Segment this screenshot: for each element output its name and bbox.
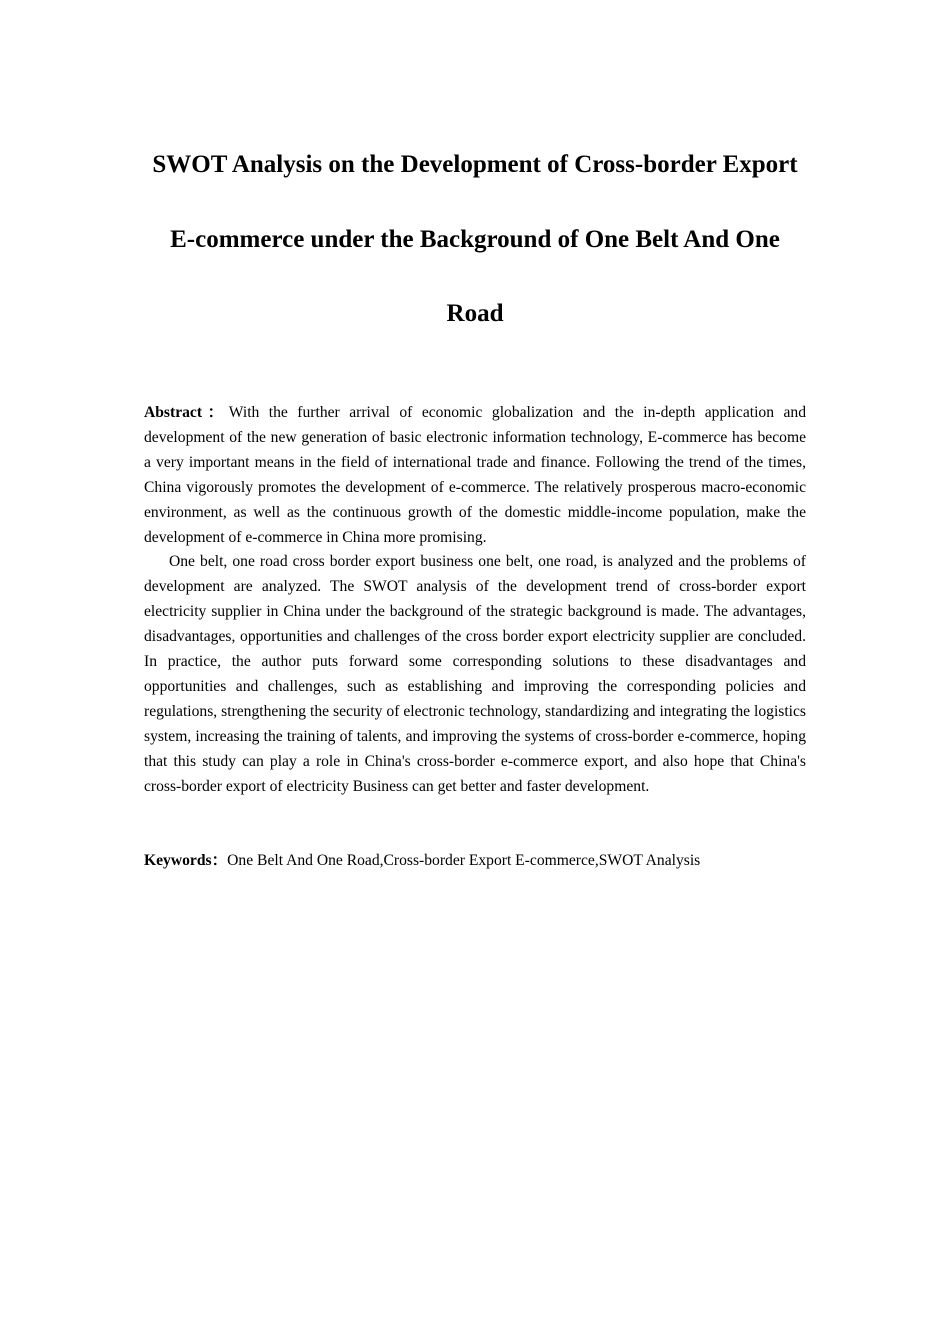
abstract-label: Abstract：	[144, 404, 229, 421]
keywords-section	[144, 849, 806, 874]
title-line-1: SWOT Analysis on the Development of Cross-border Export	[152, 151, 798, 178]
keywords-text: One Belt And One Road,Cross-border Export E-commerce,SWOT Analysis	[227, 852, 701, 869]
keywords-label: Keywords：	[144, 852, 228, 869]
abstract-paragraph-2: One belt, one road cross border export business one belt, one road, is analyzed and the problems of development are analyzed. The SWOT analysis of the development trend of cross-border export electricity supplier in China under the background of the strategic background is made. The advantages, disadvantages, opportunities and challenges of the cross border export electricity supplier are concluded. In practice, the author puts forward some corresponding solutions to these disadvantages and opportunities and challenges, such as establishing and improving the corresponding policies and regulations, strengthening the security of electronic technology, standardizing and integrating the logistics system, increasing the training of talents, and improving the systems of cross-border e-commerce, hoping that this study can play a role in China's cross-border e-commerce export, and also hope that China's cross-border export of electricity Business can get better and faster development.	[144, 553, 806, 795]
title-line-2: E-commerce under the Background of One Belt And One	[170, 225, 780, 253]
paper-title	[140, 128, 810, 352]
abstract-text-1: With the further arrival of economic globalization and the in-depth application and development of the new generation of basic electronic information technology, E-commerce has become a very important means in the field of international trade and finance. Following the trend of the times, China vigorously promotes the development of e-commerce. The relatively prosperous macro-economic environment, as well as the continuous growth of the domestic middle-income population, make the development of e-commerce in China more promising.	[144, 404, 806, 546]
title-line-3: Road	[446, 300, 504, 327]
abstract-section	[144, 401, 806, 800]
abstract-paragraph-1	[144, 401, 806, 550]
